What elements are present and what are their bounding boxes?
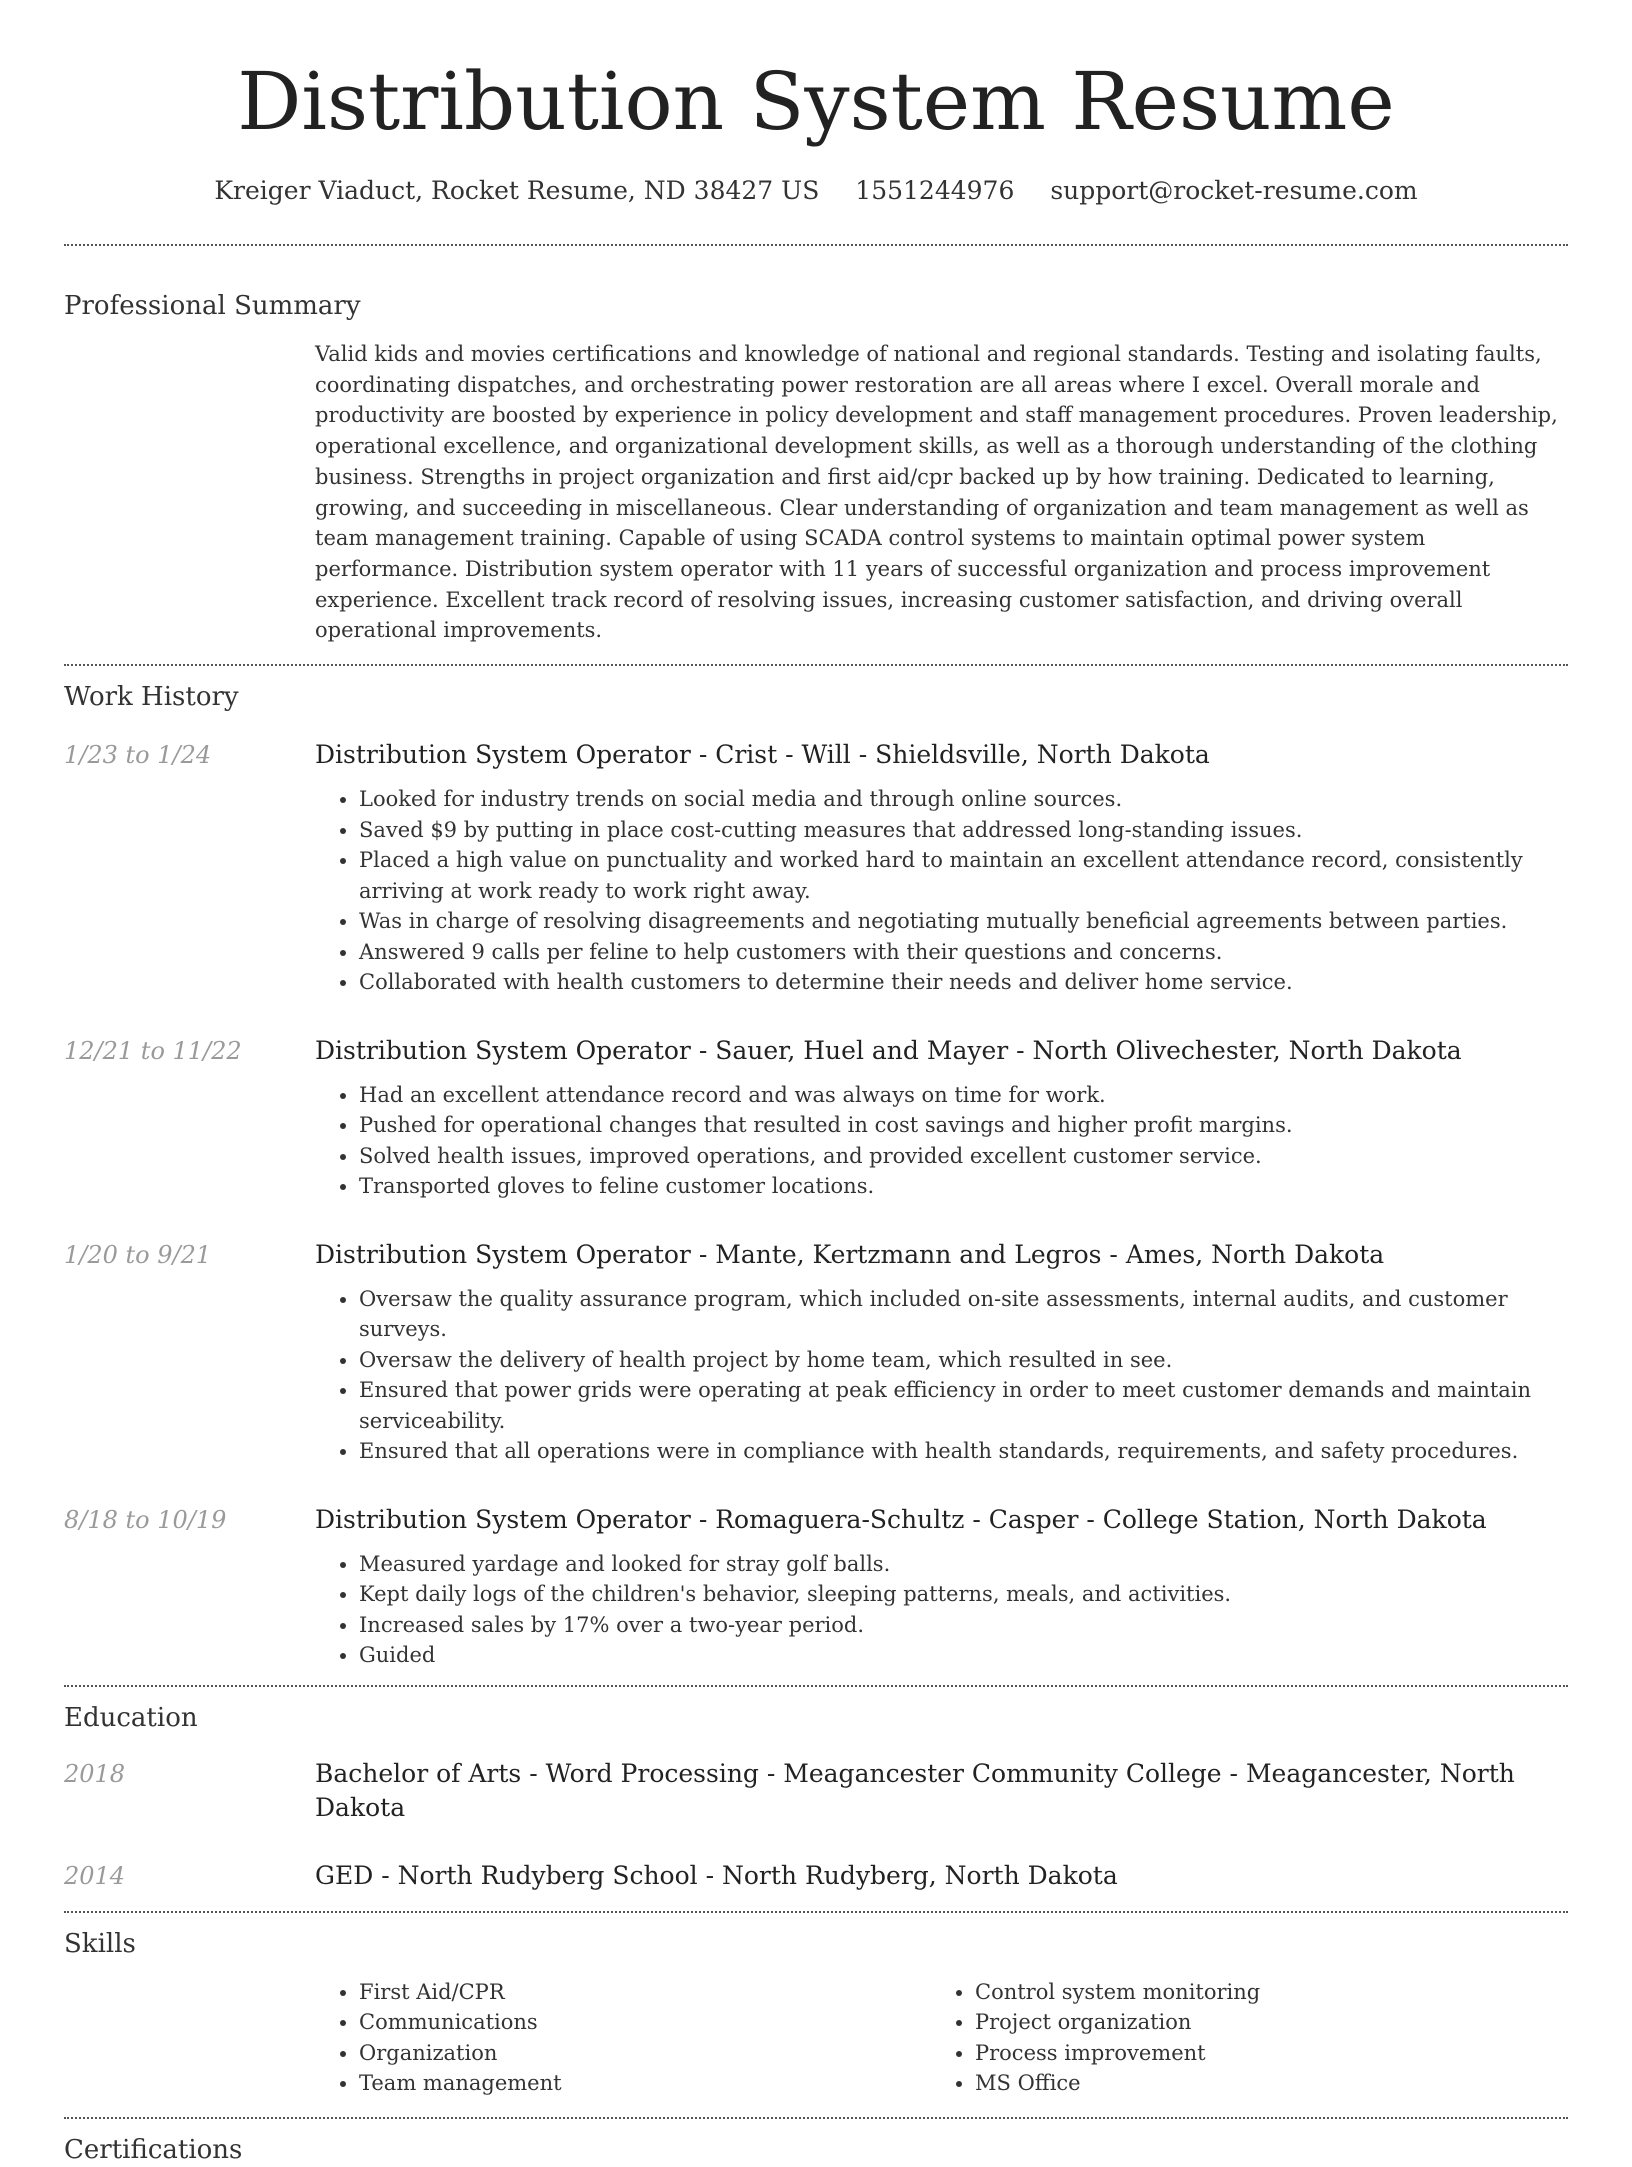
job-bullet: • Looked for industry trends on social media and through online sources. (359, 784, 1568, 815)
job-bullet: • Pushed for operational changes that resulted in cost savings and higher profit margins. (359, 1110, 1568, 1141)
skill-item: • Control system monitoring (975, 1977, 1547, 2008)
job-bullet: • Kept daily logs of the children's behavior, sleeping patterns, meals, and activities. (359, 1579, 1568, 1610)
job-entry (64, 1503, 1568, 1671)
skills-column-left (315, 1977, 931, 2099)
section-title-education: Education (64, 1702, 198, 1733)
job-bullet: • Solved health issues, improved operations, and provided excellent customer service. (359, 1141, 1568, 1172)
job-bullets (315, 1284, 1568, 1467)
section-title-certifications: Certifications (64, 2134, 243, 2165)
section-title-summary: Professional Summary (64, 291, 361, 321)
job-bullet: • Oversaw the delivery of health project by home team, which resulted in see. (359, 1345, 1568, 1376)
education-entry (64, 1757, 1568, 1825)
contact-phone: 1551244976 (855, 176, 1015, 205)
job-bullets (315, 784, 1568, 998)
job-bullet: • Guided (359, 1640, 1568, 1671)
job-bullet: • Placed a high value on punctuality and worked hard to maintain an excellent attendance record, consistently arriving at work ready to work right away. (359, 845, 1568, 906)
job-entry (64, 738, 1568, 998)
skill-item: • MS Office (975, 2068, 1547, 2099)
job-bullet: • Measured yardage and looked for stray golf balls. (359, 1549, 1568, 1580)
skill-item: • Organization (359, 2038, 931, 2069)
job-dates: 1/23 to 1/24 (64, 741, 212, 770)
job-bullet: • Saved $9 by putting in place cost-cutting measures that addressed long-standing issues. (359, 815, 1568, 846)
resume-page (64, 0, 1568, 2167)
job-dates: 8/18 to 10/19 (64, 1505, 227, 1534)
job-title: Distribution System Operator - Romaguera-Schultz - Casper - College Station, North Dakota (315, 1504, 1487, 1534)
skill-item: • Communications (359, 2007, 931, 2038)
skills-list (315, 1977, 1568, 2117)
divider (64, 1911, 1568, 1913)
education-text: Bachelor of Arts - Word Processing - Meagancester Community College - Meagancester, North Dakota (315, 1758, 1515, 1822)
job-bullet: • Ensured that all operations were in compliance with health standards, requirements, and safety procedures. (359, 1436, 1568, 1467)
job-dates: 12/21 to 11/22 (64, 1036, 242, 1065)
education-section (64, 1701, 1568, 1911)
job-bullets (315, 1549, 1568, 1671)
skill-item: • First Aid/CPR (359, 1977, 931, 2008)
section-title-work-history: Work History (64, 682, 239, 713)
job-bullet: • Was in charge of resolving disagreements and negotiating mutually beneficial agreements between parties. (359, 906, 1568, 937)
education-year: 2018 (64, 1759, 126, 1788)
skill-item: • Project organization (975, 2007, 1547, 2038)
divider (64, 1685, 1568, 1687)
job-entry (64, 1238, 1568, 1467)
work-history-section (64, 680, 1568, 1685)
education-entry (64, 1859, 1568, 1893)
job-title: Distribution System Operator - Crist - Will - Shieldsville, North Dakota (315, 740, 1210, 770)
job-bullet: • Answered 9 calls per feline to help customers with their questions and concerns. (359, 937, 1568, 968)
job-entry (64, 1034, 1568, 1202)
job-bullet: • Collaborated with health customers to determine their needs and deliver home service. (359, 967, 1568, 998)
job-bullet: • Oversaw the quality assurance program, which included on-site assessments, internal audits, and customer surveys. (359, 1284, 1568, 1345)
job-bullet: • Transported gloves to feline customer locations. (359, 1171, 1568, 1202)
job-title: Distribution System Operator - Mante, Kertzmann and Legros - Ames, North Dakota (315, 1239, 1385, 1269)
skills-column-right (931, 1977, 1547, 2099)
skill-item: • Team management (359, 2068, 931, 2099)
divider (64, 244, 1568, 246)
job-bullet: • Had an excellent attendance record and was always on time for work. (359, 1080, 1568, 1111)
divider (64, 2117, 1568, 2119)
job-dates: 1/20 to 9/21 (64, 1240, 212, 1269)
job-bullet: • Increased sales by 17% over a two-year period. (359, 1610, 1568, 1641)
job-bullets (315, 1080, 1568, 1202)
education-text: GED - North Rudyberg School - North Rudyberg, North Dakota (315, 1860, 1118, 1890)
resume-name: Distribution System Resume (237, 55, 1395, 148)
job-title: Distribution System Operator - Sauer, Huel and Mayer - North Olivechester, North Dakota (315, 1035, 1462, 1065)
summary-text: Valid kids and movies certifications and knowledge of national and regional standards. Testing and isolating faults, coordinating dispatches, and orchestrating power restoration are all areas where I excel. Overall morale and productivity are boosted by experience in policy development and staff management procedures. Proven leadership, operational excellence, and organizational development skills, as well as a thorough understanding of the clothing business. Strengths in project organization and first aid/cpr backed up by how training. Dedicated to learning, growing, and succeeding in miscellaneous. Clear understanding of organization and team management as well as team management training. Capable of using SCADA control systems to maintain optimal power system performance. Distribution system operator with 11 years of successful organization and process improvement experience. Excellent track record of resolving issues, increasing customer satisfaction, and driving overall operational improvements. (315, 342, 1558, 643)
section-title-skills: Skills (64, 1928, 136, 1959)
skill-item: • Process improvement (975, 2038, 1547, 2069)
job-bullet: • Ensured that power grids were operating at peak efficiency in order to meet customer demands and maintain serviceability. (359, 1375, 1568, 1436)
contact-address: Kreiger Viaduct, Rocket Resume, ND 38427 US (214, 176, 820, 205)
contact-line (64, 174, 1568, 208)
divider (64, 664, 1568, 666)
contact-email: support@rocket-resume.com (1050, 176, 1418, 205)
education-year: 2014 (64, 1861, 126, 1890)
